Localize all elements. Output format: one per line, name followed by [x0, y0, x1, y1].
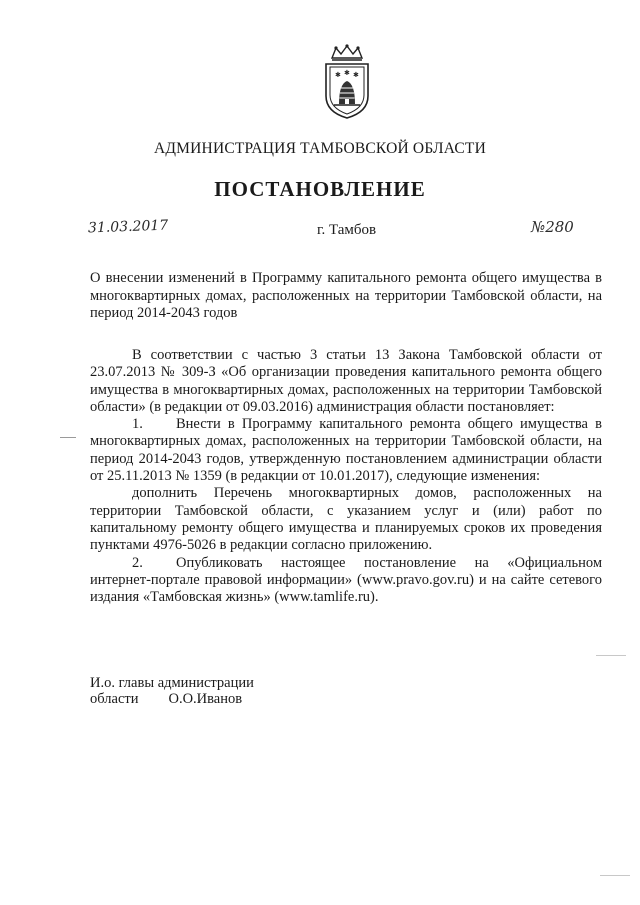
svg-text:✱: ✱ — [353, 71, 359, 79]
signature-block — [90, 675, 254, 707]
scan-artifact-line — [596, 655, 626, 656]
tambov-coat-of-arms-icon — [320, 44, 374, 120]
item-1-number: 1. — [132, 416, 143, 433]
svg-text:✱: ✱ — [335, 71, 341, 79]
document-type-title: ПОСТАНОВЛЕНИЕ — [214, 177, 426, 201]
item-2-text: Опубликовать настоящее постановление на «Официальном интернет-портале правовой информации» (www.pravo.gov.ru) и на сайте сетевого издания «Тамбовская жизнь» (www.tamlife.ru). — [90, 554, 602, 606]
scan-artifact-line — [60, 437, 76, 438]
handwritten-number: №280 — [531, 218, 574, 236]
scan-artifact-line — [600, 875, 630, 876]
handwritten-date: 31.03.2017 — [87, 217, 169, 237]
signatory-line-2 — [90, 691, 254, 707]
item-2-paragraph — [90, 555, 602, 607]
item-1-text: Внести в Программу капитального ремонта общего имущества в многоквартирных домах, расположенных на территории Тамбовской области, на период 2014-2043 годов, утвержденную постановлением администрации области от 25.11.2013 № 1359 (в редакции от 10.01.2017), следующие изменения: — [90, 416, 602, 485]
document-subject: О внесении изменений в Программу капитального ремонта общего имущества в многоквартирных домах, расположенных на территории Тамбовской области, на период 2014-2043 годов — [90, 270, 602, 321]
signatory-title-line-1: И.о. главы администрации — [90, 675, 254, 691]
document-body — [90, 347, 602, 606]
organization-name: АДМИНИСТРАЦИЯ ТАМБОВСКОЙ ОБЛАСТИ — [154, 140, 486, 157]
item-1-detail-paragraph: дополнить Перечень многоквартирных домов, расположенных на территории Тамбовской области, с указанием услуг и (или) работ по капитальному ремонту общего имущества и планируемых сроков их проведения пунктами 4976-5026 в редакции согласно приложению. — [90, 485, 602, 554]
preamble-paragraph: В соответствии с частью 3 статьи 13 Закона Тамбовской области от 23.07.2013 № 309-З «Об организации проведения капитального ремонта общего имущества в многоквартирных домах, расположенных на территории Тамбовской области» (в редакции от 09.03.2016) администрация области постановляет: — [90, 347, 602, 415]
item-1-paragraph — [90, 416, 602, 485]
signatory-name: О.О.Иванов — [168, 691, 243, 707]
svg-text:✱: ✱ — [344, 69, 350, 77]
item-2-number: 2. — [132, 554, 143, 571]
signatory-title-line-2: области — [90, 691, 139, 707]
city-label: г. Тамбов — [317, 222, 377, 238]
